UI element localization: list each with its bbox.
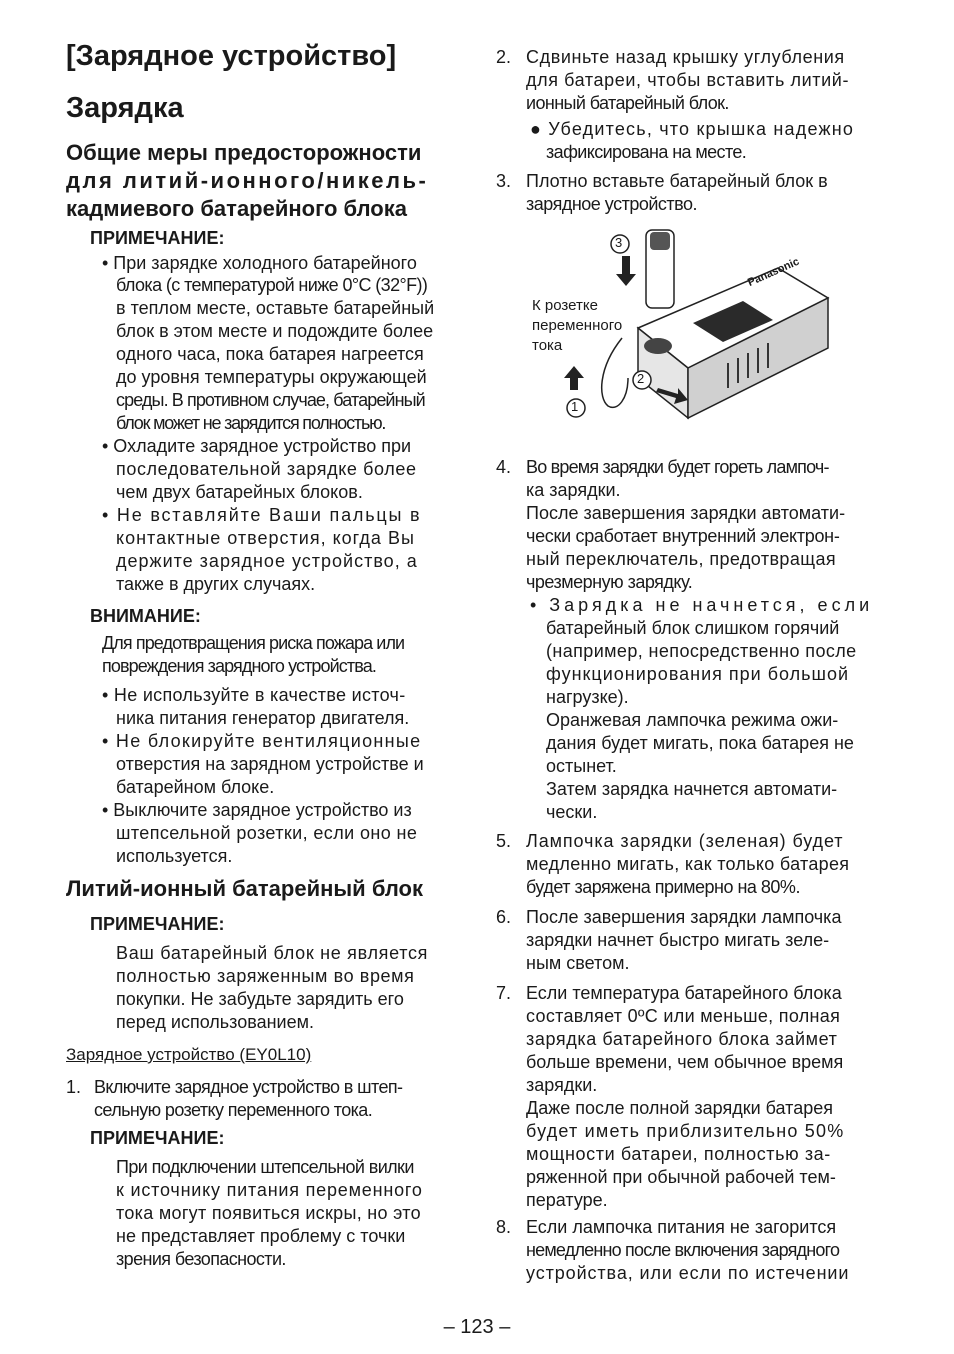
step5-line: будет заряжена примерно на 80%. (526, 877, 800, 897)
charger-model-label: Зарядное устройство (EY0L10) (66, 1045, 312, 1064)
figure-caption-line: К розетке (532, 297, 598, 314)
step4-line: ка зарядки. (526, 480, 621, 500)
step6-line: зарядки начнет быстро мигать зеле- (526, 930, 830, 950)
text-line: • Не используйте в качестве источ- (102, 685, 406, 705)
text-line: • Не вставляйте Ваши пальцы в (102, 505, 422, 525)
step4-bullet-line: батарейный блок слишком горячий (546, 618, 840, 638)
caution-label: ВНИМАНИЕ: (90, 606, 201, 626)
note2-label: ПРИМЕЧАНИЕ: (90, 914, 225, 934)
step7-line: мощности батареи, полностью за- (526, 1144, 831, 1164)
arrow-up-icon (564, 366, 584, 390)
step8-line: Если лампочка питания не загорится (526, 1217, 837, 1237)
note-label: ПРИМЕЧАНИЕ: (90, 228, 225, 248)
step7-line: ряженной при обычной рабочей тем- (526, 1167, 836, 1187)
step2-line: для батареи, чтобы вставить литий- (526, 70, 850, 90)
text-line: среды. В противном случае, батарейный (116, 390, 425, 410)
section-heading-line: кадмиевого батарейного блока (66, 196, 407, 221)
step-number: 5. (496, 831, 512, 851)
step4-bullet-line: • Зарядка не начнется, если (530, 595, 874, 615)
marker-2-label: 2 (637, 371, 645, 386)
text-line: тока могут появиться искры, но это (116, 1203, 421, 1223)
text-line: также в других случаях. (116, 574, 316, 594)
text-line: • Не блокируйте вентиляционные (102, 731, 422, 751)
step-number: 8. (496, 1217, 512, 1237)
step8-line: устройства, или если по истечении (526, 1263, 850, 1283)
text-line: батарейном блоке. (116, 777, 275, 797)
text-line: блок может не зарядится полностью. (116, 413, 386, 433)
section-heading-liion: Литий-ионный батарейный блок (66, 876, 423, 901)
section-heading-line: для литий-ионного/никель- (66, 168, 429, 193)
text-line: зрения безопасности. (116, 1249, 286, 1269)
charger-figure (528, 228, 888, 450)
step5-line: медленно мигать, как только батарея (526, 854, 850, 874)
step7-line: Даже после полной зарядки батарея (526, 1098, 833, 1118)
text-line: Ваш батарейный блок не является (116, 943, 429, 963)
text-line: ника питания генератор двигателя. (116, 708, 410, 728)
step2-line: ионный батарейный блок. (526, 93, 729, 113)
battery-pack-cap (650, 232, 670, 250)
charger-illustration (528, 228, 888, 450)
text-line: • При зарядке холодного батарейного (102, 253, 417, 273)
step4-bullet-line: чески. (546, 802, 598, 822)
text-line: до уровня температуры окружающей (116, 367, 427, 387)
step4-line: После завершения зарядки автомати- (526, 503, 846, 523)
marker-1-label: 1 (571, 399, 579, 414)
text-line: чем двух батарейных блоков. (116, 482, 363, 502)
step-number: 6. (496, 907, 512, 927)
step6-line: После завершения зарядки лампочка (526, 907, 842, 927)
step3-line: Плотно вставьте батарейный блок в (526, 171, 828, 191)
text-line: • Выключите зарядное устройство из (102, 800, 412, 820)
text-line: держите зарядное устройство, а (116, 551, 418, 571)
step6-line: ным светом. (526, 953, 630, 973)
step7-line: зарядки. (526, 1075, 598, 1095)
step-number: 2. (496, 47, 512, 67)
step4-line: Во время зарядки будет гореть лампоч- (526, 457, 829, 477)
step-number: 1. (66, 1077, 82, 1097)
text-line: штепсельной розетки, если оно не (116, 823, 418, 843)
step4-bullet-line: (например, непосредственно после (546, 641, 857, 661)
section-heading-line: Общие меры предосторожности (66, 140, 422, 165)
battery-slot (644, 338, 672, 354)
text-line: • Охладите зарядное устройство при (102, 436, 412, 456)
step7-line: составляет 0ºC или меньше, полная (526, 1006, 841, 1026)
step-number: 3. (496, 171, 512, 191)
step2-bullet-line: ● Убедитесь, что крышка надежно (530, 119, 855, 139)
note3-label: ПРИМЕЧАНИЕ: (90, 1128, 225, 1148)
text-line: При подключении штепсельной вилки (116, 1157, 414, 1177)
power-cord (602, 338, 628, 407)
step7-line: Если температура батарейного блока (526, 983, 842, 1003)
text-line: покупки. Не забудьте зарядить его (116, 989, 404, 1009)
text-line: отверстия на зарядном устройстве и (116, 754, 424, 774)
text-line: перед использованием. (116, 1012, 314, 1032)
caution-intro-line: повреждения зарядного устройства. (102, 656, 376, 676)
step4-bullet-line: функционирования при большой (546, 664, 850, 684)
figure-caption-line: тока (532, 337, 563, 354)
figure-caption-line: переменного (532, 317, 623, 334)
step2-line: Сдвиньте назад крышку углубления (526, 47, 845, 67)
step4-bullet-line: Затем зарядка начнется автомати- (546, 779, 838, 799)
step8-line: немедленно после включения зарядного (526, 1240, 840, 1260)
text-line: одного часа, пока батарея нагреется (116, 344, 424, 364)
step4-bullet-line: остынет. (546, 756, 617, 776)
step-number: 7. (496, 983, 512, 1003)
step2-bullet-line: зафиксирована на месте. (546, 142, 747, 162)
step3-line: зарядное устройство. (526, 194, 698, 214)
step4-bullet-line: дания будет мигать, пока батарея не (546, 733, 854, 753)
text-line: контактные отверстия, когда Вы (116, 528, 415, 548)
text-line: полностью заряженным во время (116, 966, 415, 986)
step4-bullet-line: нагрузке). (546, 687, 629, 707)
step5-line: Лампочка зарядки (зеленая) будет (526, 831, 844, 851)
step4-line: ный переключатель, предотвращая (526, 549, 837, 569)
text-line: к источнику питания переменного (116, 1180, 423, 1200)
text-line: используется. (116, 846, 233, 866)
brand-logo: Panasonic (746, 255, 802, 289)
step7-line: будет иметь приблизительно 50% (526, 1121, 845, 1141)
step7-line: пературе. (526, 1190, 608, 1210)
text-line: в теплом месте, оставьте батарейный (116, 298, 435, 318)
text-line: последовательной зарядке более (116, 459, 417, 479)
text-line: блока (с температурой ниже 0°C (32°F)) (116, 275, 428, 295)
arrow-down-icon (616, 256, 636, 286)
step4-line: чески сработает внутренний электрон- (526, 526, 840, 546)
page-number: – 123 – (443, 1316, 511, 1338)
step1-line: Включите зарядное устройство в штеп- (94, 1077, 403, 1097)
page-subtitle: Зарядка (66, 92, 184, 124)
step7-line: больше времени, чем обычное время (526, 1052, 844, 1072)
text-line: блок в этом месте и подождите более (116, 321, 434, 341)
step7-line: зарядка батарейного блока займет (526, 1029, 838, 1049)
step4-bullet-line: Оранжевая лампочка режима ожи- (546, 710, 839, 730)
step1-line: сельную розетку переменного тока. (94, 1100, 373, 1120)
page-title: [Зарядное устройство] (66, 40, 397, 72)
step-number: 4. (496, 457, 512, 477)
step4-line: чрезмерную зарядку. (526, 572, 693, 592)
text-line: не представляет проблему с точки (116, 1226, 406, 1246)
marker-3-label: 3 (615, 235, 623, 250)
caution-intro-line: Для предотвращения риска пожара или (102, 633, 405, 653)
